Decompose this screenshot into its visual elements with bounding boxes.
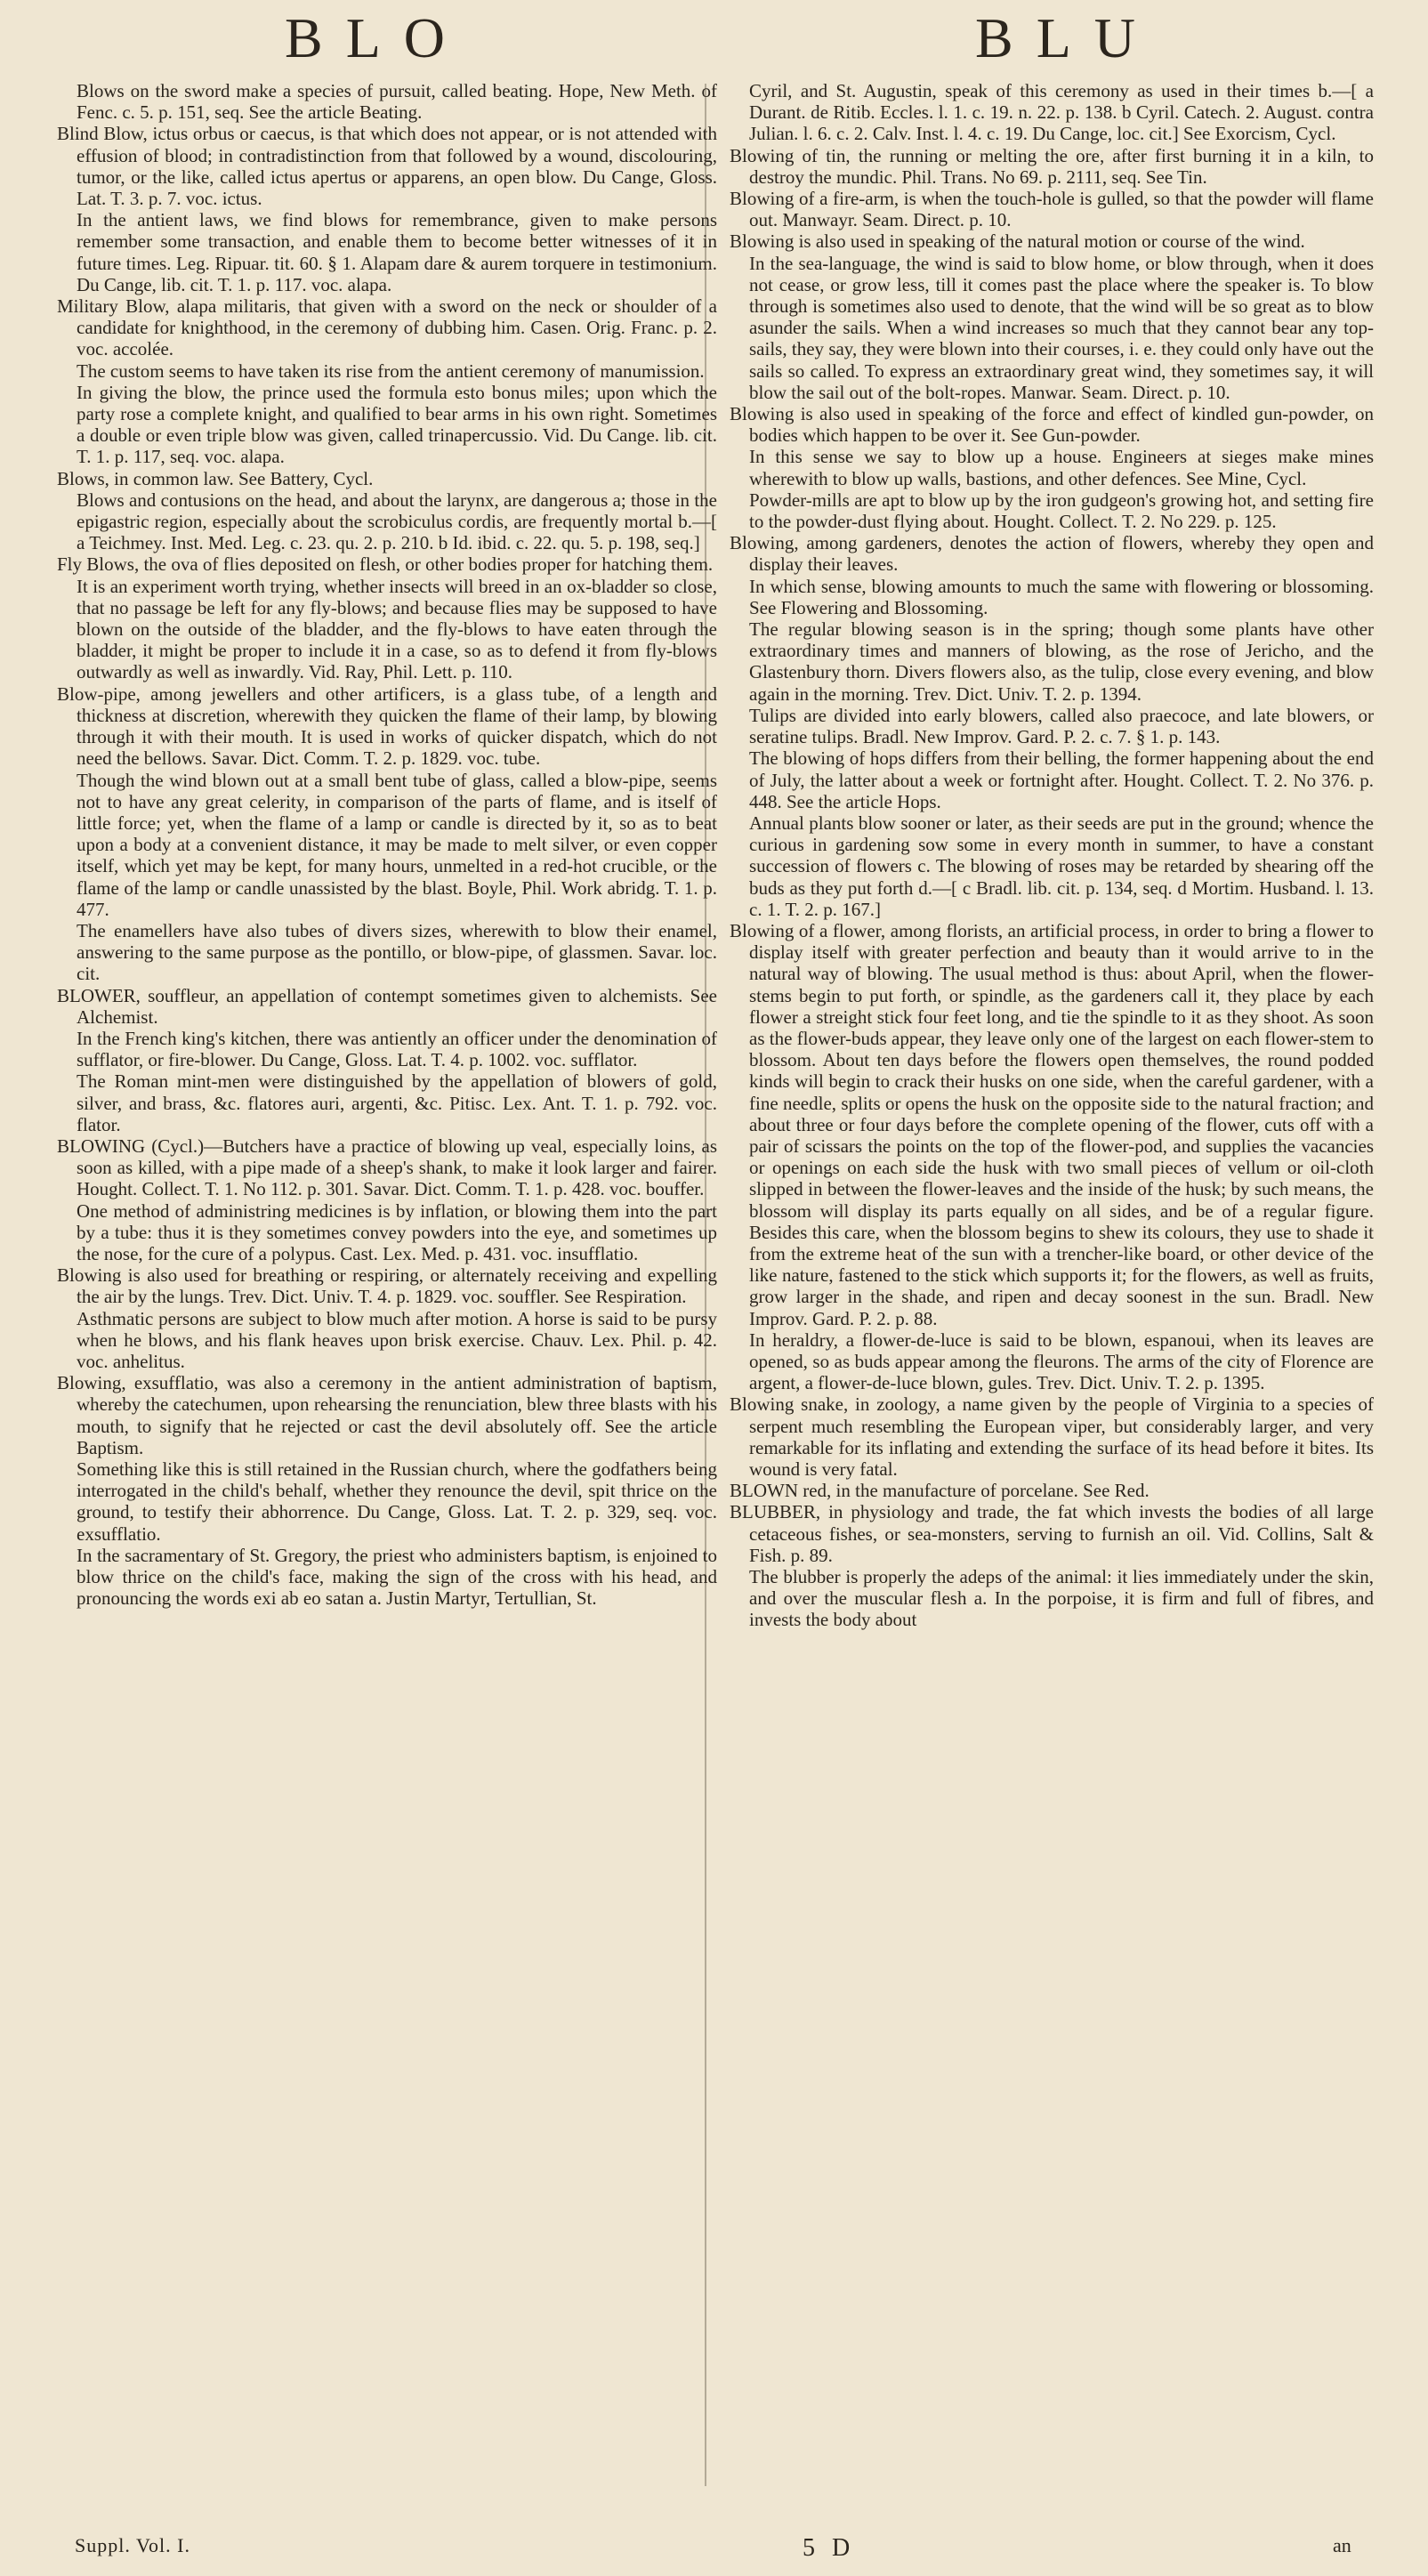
dictionary-entry: Fly Blows, the ova of flies deposited on flesh, or other bodies proper for hatching them.: [57, 553, 714, 576]
entry-paragraph: In the sea-language, the wind is said to blow home, or blow through, when it does not cease, or grow less, till it comes past the place where the speaker is. To blow through is sometimes also used to denote, that the wind will be so great as to blow asunder the sails. When a wind increases so much that they cannot bear any top-sails, they say, they were blown into their courses, i. e. they could only have out the sails so called. To express an extraordinary great wind, they sometimes say, it will blow the sail out of the bolt-ropes. Manwar. Seam. Direct. p. 10.: [749, 252, 1374, 403]
dictionary-entry: Blowing is also used for breathing or respiring, or alternately receiving and expelling the air by the lungs. Trev. Dict. Univ. T. 4. p. 1829. voc. souffler. See Respiration.: [57, 1264, 717, 1308]
entry-paragraph: Cyril, and St. Augustin, speak of this ceremony as used in their times b.—[ a Durant. de Ritib. Eccles. l. 1. c. 19. n. 22. p. 138. b Cyril. Catech. 2. August. contra Julian. l. 6. c. 2. Calv. Inst. l. 4. c. 19. Du Cange, loc. cit.] See Exorcism, Cycl.: [749, 80, 1374, 145]
running-head-left: BLO: [285, 6, 468, 69]
footer-volume: Suppl. Vol. I.: [75, 2534, 190, 2556]
entry-paragraph: The enamellers have also tubes of divers sizes, wherewith to blow their enamel, answering to the same purpose as the pontillo, or blow-pipe, of glassmen. Savar. loc. cit.: [77, 919, 717, 985]
dictionary-entry: BLOWING (Cycl.)—Butchers have a practice of blowing up veal, especially loins, as soon as killed, with a pipe made of a sheep's shank, to make it look larger and fairer. Hought. Collect. T. 1. No 112. p. 301. Savar. Dict. Comm. T. 1. p. 428. voc. bouffer.: [57, 1135, 717, 1200]
dictionary-entry: Blind Blow, ictus orbus or caecus, is that which does not appear, or is not attended with effusion of blood; in contradistinction from that followed by a wound, discolouring, tumor, or the like, called ictus apertus or apparens, an open blow. Du Cange, Gloss. Lat. T. 3. p. 7. voc. ictus.: [57, 123, 717, 210]
entry-paragraph: In which sense, blowing amounts to much the same with flowering or blossoming. See Flowering and Blossoming.: [749, 575, 1374, 618]
dictionary-entry: BLOWER, souffleur, an appellation of contempt sometimes given to alchemists. See Alchemist.: [57, 984, 717, 1028]
entry-paragraph: The custom seems to have taken its rise from the antient ceremony of manumission.: [77, 359, 705, 382]
dictionary-entry: Blow-pipe, among jewellers and other artificers, is a glass tube, of a length and thickness at discretion, wherewith they quicken the flame of their lamp, by blowing through it with their mouth. It is used in works of quicker dispatch, which do not need the bellows. Savar. Dict. Comm. T. 2. p. 1829. voc. tube.: [57, 682, 717, 770]
entry-paragraph: The blubber is properly the adeps of the animal: it lies immediately under the skin, and over the muscular flesh a. In the porpoise, it is firm and full of fibres, and invests the body about: [749, 1566, 1374, 1631]
entry-paragraph: In the antient laws, we find blows for remembrance, given to make persons remember some transaction, and enable them to become better witnesses of it in future times. Leg. Ripuar. tit. 60. § 1. Alapam dare & aurem torquere in testimonium. Du Cange, lib. cit. T. 1. p. 117. voc. alapa.: [77, 209, 717, 295]
entry-paragraph: Something like this is still retained in the Russian church, where the godfathers being interrogated in the child's behalf, whether they renounce the devil, spit thrice on the ground, to testify their abhorrence. Du Cange, Gloss. Lat. T. 2. p. 329, seq. voc. exsufflatio.: [77, 1458, 717, 1545]
entry-paragraph: In giving the blow, the prince used the formula esto bonus miles; upon which the party rose a complete knight, and qualified to bear arms in his own right. Sometimes a double or even triple blow was given, called trinapercussio. Vid. Du Cange. lib. cit. T. 1. p. 117, seq. voc. alapa.: [77, 381, 717, 468]
dictionary-entry: Blowing, exsufflatio, was also a ceremony in the antient administration of baptism, whereby the catechumen, upon rehearsing the renunciation, blew three blasts with his mouth, to signify that he rejected or cast the devil absolutely off. See the article Baptism.: [57, 1372, 717, 1458]
dictionary-entry: Blowing of a fire-arm, is when the touch-hole is gulled, so that the powder will flame out. Manwayr. Seam. Direct. p. 10.: [730, 188, 1374, 231]
entry-paragraph: In the French king's kitchen, there was antiently an officer under the denomination of sufflator, or fire-blower. Du Cange, Gloss. Lat. T. 4. p. 1002. voc. sufflator.: [77, 1027, 717, 1071]
dictionary-entry: Blowing of a flower, among florists, an artificial process, in order to bring a flower to display itself with greater perfection and beauty than it would arrive to in the natural way of blowing. The usual method is thus: about April, when the flower-stems begin to put forth, or spindle, as the gardeners call it, they place by each flower a streight stick four feet long, and tie the spindle to it as they shoot. As soon as the flower-buds appear, they leave only one of the largest on each flower-stem to blossom. About ten days before the flowers open themselves, the round podded kinds will begin to crack their husks on one side, when the careful gardener, with a fine needle, splits or opens the husk on the opposite side to the natural fraction; and about three or four days before the complete opening of the flower, cuts off with a pair of scissars the points on the top of the flower-pod, and supplies the vacancies or openings on each side the husk with two small pieces of vellum or oil-cloth slipped in between the flower-leaves and the inside of the husk; by such means, the blossom will display its parts equally on all sides, and be of a regular figure. Besides this care, when the blossom begins to shew its colours, they use to shade it from the extreme heat of the sun with a trencher-like board, or other device of the like nature, fastened to the stick which supports it; for the flowers, as well as fruits, grow larger in the shade, and ripen and decay soonest in the sun. Bradl. New Improv. Gard. P. 2. p. 88.: [730, 919, 1374, 1329]
entry-paragraph: Though the wind blown out at a small bent tube of glass, called a blow-pipe, seems not to have any great celerity, in comparison of the parts of flame, and is itself of little force; yet, when the flame of a lamp or candle is directed by it, so as to beat upon a body at a convenient distance, it may be made to melt silver, or even copper itself, which yet may be kept, for many hours, unmelted in a red-hot crucible, or the flame of the lamp or candle unassisted by the blast. Boyle, Phil. Work abridg. T. 1. p. 477.: [77, 769, 717, 920]
entry-paragraph: Annual plants blow sooner or later, as their seeds are put in the ground; whence the curious in gardening sow some in every month in summer, to have a constant succession of flowers c. The blowing of roses may be retarded by shearing off the buds as they put forth d.—[ c Bradl. lib. cit. p. 134, seq. d Mortim. Husband. l. 13. c. 1. T. 2. p. 167.]: [749, 812, 1374, 920]
dictionary-entry: Blowing, among gardeners, denotes the action of flowers, whereby they open and display their leaves.: [730, 532, 1374, 576]
entry-paragraph: The Roman mint-men were distinguished by the appellation of blowers of gold, silver, and brass, &c. flatores auri, argenti, &c. Pitisc. Lex. Ant. T. 1. p. 792. voc. flator.: [77, 1070, 717, 1135]
dictionary-entry: BLOWN red, in the manufacture of porcelane. See Red.: [730, 1480, 1150, 1502]
right-column: [730, 80, 1374, 2500]
dictionary-entry: Military Blow, alapa militaris, that given with a sword on the neck or shoulder of a candidate for knighthood, in the ceremony of dubbing him. Casen. Orig. Franc. p. 2. voc. accolée.: [57, 295, 717, 360]
entry-paragraph: In heraldry, a flower-de-luce is said to be blown, espanoui, when its leaves are opened, so as buds appear among the fleurons. The arms of the city of Florence are argent, a flower-de-luce blown, gules. Trev. Dict. Univ. T. 2. p. 1395.: [749, 1328, 1374, 1394]
dictionary-entry: Blowing of tin, the running or melting the ore, after first burning it in a kiln, to destroy the mundic. Phil. Trans. No 69. p. 2111, seq. See Tin.: [730, 144, 1374, 188]
entry-paragraph: One method of administring medicines is by inflation, or blowing them into the part by a tube: thus it is they sometimes convey powders into the eye, and sometimes up the nose, for the cure of a polypus. Cast. Lex. Med. p. 431. voc. insufflatio.: [77, 1199, 717, 1264]
entry-paragraph: Powder-mills are apt to blow up by the iron gudgeon's growing hot, and setting fire to the powder-dust flying about. Hought. Collect. T. 2. No 229. p. 125.: [749, 489, 1374, 533]
entry-paragraph: It is an experiment worth trying, whether insects will breed in an ox-bladder so close, that no passage be left for any fly-blows; and because flies may be supposed to have blown on the outside of the bladder, and the fly-blows to have eaten through the bladder, it might be proper to include it in a case, so as to defend it from fly-blows outwardly as well as inwardly. Vid. Ray, Phil. Lett. p. 110.: [77, 575, 717, 683]
entry-paragraph: In this sense we say to blow up a house. Engineers at sieges make mines wherewith to blow up walls, bastions, and other defences. See Mine, Cycl.: [749, 446, 1374, 489]
entry-paragraph: Tulips are divided into early blowers, called also praecoce, and late blowers, or seratine tulips. Bradl. New Improv. Gard. P. 2. c. 7. § 1. p. 143.: [749, 704, 1374, 748]
entry-paragraph: Asthmatic persons are subject to blow much after motion. A horse is said to be pursy when he blows, and his flank heaves upon brisk exercise. Chauv. Lex. Phil. p. 42. voc. anhelitus.: [77, 1307, 717, 1372]
entry-paragraph: The regular blowing season is in the spring; though some plants have other extraordinary times and manners of blowing, as the rose of Jericho, and the Glastenbury thorn. Divers flowers also, as the tulip, close every evening, and blow again in the morning. Trev. Dict. Univ. T. 2. p. 1394.: [749, 618, 1374, 705]
left-column: [57, 80, 717, 2500]
running-head-right: BLU: [975, 6, 1158, 69]
dictionary-entry: BLUBBER, in physiology and trade, the fat which invests the bodies of all large cetaceous fishes, or sea-monsters, serving to furnish an oil. Vid. Collins, Salt & Fish. p. 89.: [730, 1501, 1374, 1566]
entry-paragraph: In the sacramentary of St. Gregory, the priest who administers baptism, is enjoined to blow thrice on the child's face, making the sign of the cross with his head, and pronouncing the words exi ab eo satan a. Justin Martyr, Tertullian, St.: [77, 1544, 717, 1610]
footer-signature: 5 D: [803, 2534, 856, 2562]
entry-paragraph: The blowing of hops differs from their belling, the former happening about the end of July, the latter about a week or fortnight after. Hought. Collect. T. 2. No 376. p. 448. See the article Hops.: [749, 747, 1374, 812]
footer-catchword: an: [1333, 2534, 1351, 2556]
dictionary-entry: Blowing is also used in speaking of the force and effect of kindled gun-powder, on bodies which happen to be over it. See Gun-powder.: [730, 403, 1374, 447]
dictionary-entry: Blowing is also used in speaking of the natural motion or course of the wind.: [730, 230, 1305, 253]
dictionary-entry: Blowing snake, in zoology, a name given by the people of Virginia to a species of serpent much resembling the European viper, but considerably larger, and very remarkable for its inflating and extending the surface of its head before it bites. Its wound is very fatal.: [730, 1393, 1374, 1480]
dictionary-entry: Blows, in common law. See Battery, Cycl.: [57, 467, 374, 489]
column-divider: [705, 84, 706, 2486]
entry-paragraph: Blows and contusions on the head, and about the larynx, are dangerous a; those in the epigastric region, especially about the scrobiculus cordis, are frequently mortal b.—[ a Teichmey. Inst. Med. Leg. c. 23. qu. 2. p. 210. b Id. ibid. c. 22. qu. 5. p. 198, seq.]: [77, 489, 717, 554]
entry-paragraph: Blows on the sword make a species of pursuit, called beating. Hope, New Meth. of Fenc. c. 5. p. 151, seq. See the article Beating.: [77, 80, 717, 124]
